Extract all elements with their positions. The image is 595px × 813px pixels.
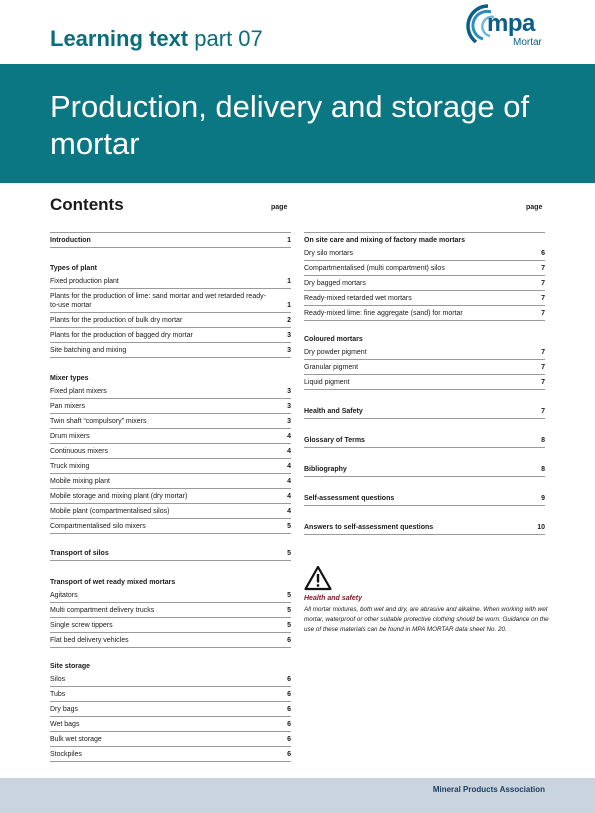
toc-entry[interactable]: Bulk wet storage 6: [50, 732, 291, 747]
mpa-mortar-logo: [466, 2, 556, 54]
warning-triangle-icon: [304, 565, 332, 591]
toc-entry[interactable]: Pan mixers 3: [50, 399, 291, 414]
contents-column-left: [50, 232, 291, 762]
section-heading-transport-wet: Transport of wet ready mixed mortars: [50, 579, 176, 586]
toc-entry[interactable]: Dry powder pigment 7: [304, 345, 545, 360]
toc-entry[interactable]: Agitators 5: [50, 588, 291, 603]
toc-entry[interactable]: Compartmentalised (multi compartment) silos 7: [304, 261, 545, 276]
toc-entry[interactable]: Plants for the production of lime: sand mortar and wet retarded ready-to-use mortar 1: [50, 289, 291, 313]
toc-entry[interactable]: Ready-mixed lime: fine aggregate (sand) for mortar 7: [304, 306, 545, 321]
contents-column-right: [304, 232, 545, 535]
section-heading-mixer-types: Mixer types: [50, 375, 89, 382]
contents-heading: Contents: [50, 195, 124, 214]
page-label-right: page: [526, 204, 543, 211]
toc-entry[interactable]: Twin shaft “compulsory” mixers 3: [50, 414, 291, 429]
toc-entry-health-and-safety[interactable]: Health and Safety 7: [304, 404, 545, 419]
toc-entry-bibliography[interactable]: Bibliography 8: [304, 462, 545, 477]
toc-entry[interactable]: Granular pigment 7: [304, 360, 545, 375]
toc-entry[interactable]: Silos 6: [50, 672, 291, 687]
toc-entry[interactable]: Mobile mixing plant 4: [50, 474, 291, 489]
footer-organisation: Mineral Products Association: [432, 785, 545, 794]
footer-bar: [0, 778, 595, 813]
toc-entry[interactable]: Wet bags 6: [50, 717, 291, 732]
learning-text-title: [50, 26, 263, 52]
toc-entry-self-assessment[interactable]: Self-assessment questions 9: [304, 491, 545, 506]
warning-text: All mortar mixtures, both wet and dry, are abrasive and alkaline. When working with wet mortar, waterproof or other suitable protective clothing should be worn. Guidance on the use of these materials can be found in MPA MORTAR data sheet No. 20.: [304, 606, 549, 633]
logo-mpa-text: mpa: [487, 10, 535, 37]
section-heading-on-site: On site care and mixing of factory made mortars: [304, 232, 545, 246]
toc-entry-answers[interactable]: Answers to self-assessment questions 10: [304, 520, 545, 535]
toc-entry[interactable]: Single screw tippers 5: [50, 618, 291, 633]
toc-entry[interactable]: Compartmentalised silo mixers 5: [50, 519, 291, 534]
toc-entry[interactable]: Liquid pigment 7: [304, 375, 545, 390]
toc-entry[interactable]: Site batching and mixing 3: [50, 343, 291, 358]
toc-entry[interactable]: Mobile plant (compartmentalised silos) 4: [50, 504, 291, 519]
toc-entry[interactable]: Fixed production plant 1: [50, 274, 291, 289]
section-heading-coloured-mortars: Coloured mortars: [304, 336, 363, 343]
toc-entry[interactable]: Dry silo mortars 6: [304, 246, 545, 261]
part-number: part 07: [194, 26, 263, 51]
toc-entry[interactable]: Mobile storage and mixing plant (dry mortar) 4: [50, 489, 291, 504]
toc-entry[interactable]: Plants for the production of bulk dry mortar 2: [50, 313, 291, 328]
toc-entry-glossary[interactable]: Glossary of Terms 8: [304, 433, 545, 448]
toc-entry[interactable]: Multi compartment delivery trucks 5: [50, 603, 291, 618]
toc-entry[interactable]: Fixed plant mixers 3: [50, 384, 291, 399]
toc-entry[interactable]: Dry bagged mortars 7: [304, 276, 545, 291]
warning-title: Health and safety: [304, 595, 362, 602]
toc-entry[interactable]: Plants for the production of bagged dry mortar 3: [50, 328, 291, 343]
page-label-left: page: [271, 204, 288, 211]
toc-entry-transport-of-silos[interactable]: Transport of silos 5: [50, 546, 291, 561]
toc-entry[interactable]: Tubs 6: [50, 687, 291, 702]
toc-entry[interactable]: Continuous mixers 4: [50, 444, 291, 459]
learning-text-label: Learning text: [50, 26, 189, 51]
toc-entry-introduction[interactable]: Introduction 1: [50, 232, 291, 248]
logo-mortar-text: Mortar: [513, 37, 542, 48]
document-title: Production, delivery and storage of mortar: [50, 89, 530, 161]
section-heading-types-of-plant: Types of plant: [50, 265, 97, 272]
toc-entry[interactable]: Dry bags 6: [50, 702, 291, 717]
toc-entry[interactable]: Truck mixing 4: [50, 459, 291, 474]
toc-entry[interactable]: Flat bed delivery vehicles 6: [50, 633, 291, 648]
toc-entry[interactable]: Stockpiles 6: [50, 747, 291, 762]
toc-entry[interactable]: Ready-mixed retarded wet mortars 7: [304, 291, 545, 306]
toc-entry[interactable]: Drum mixers 4: [50, 429, 291, 444]
section-heading-site-storage: Site storage: [50, 663, 91, 670]
